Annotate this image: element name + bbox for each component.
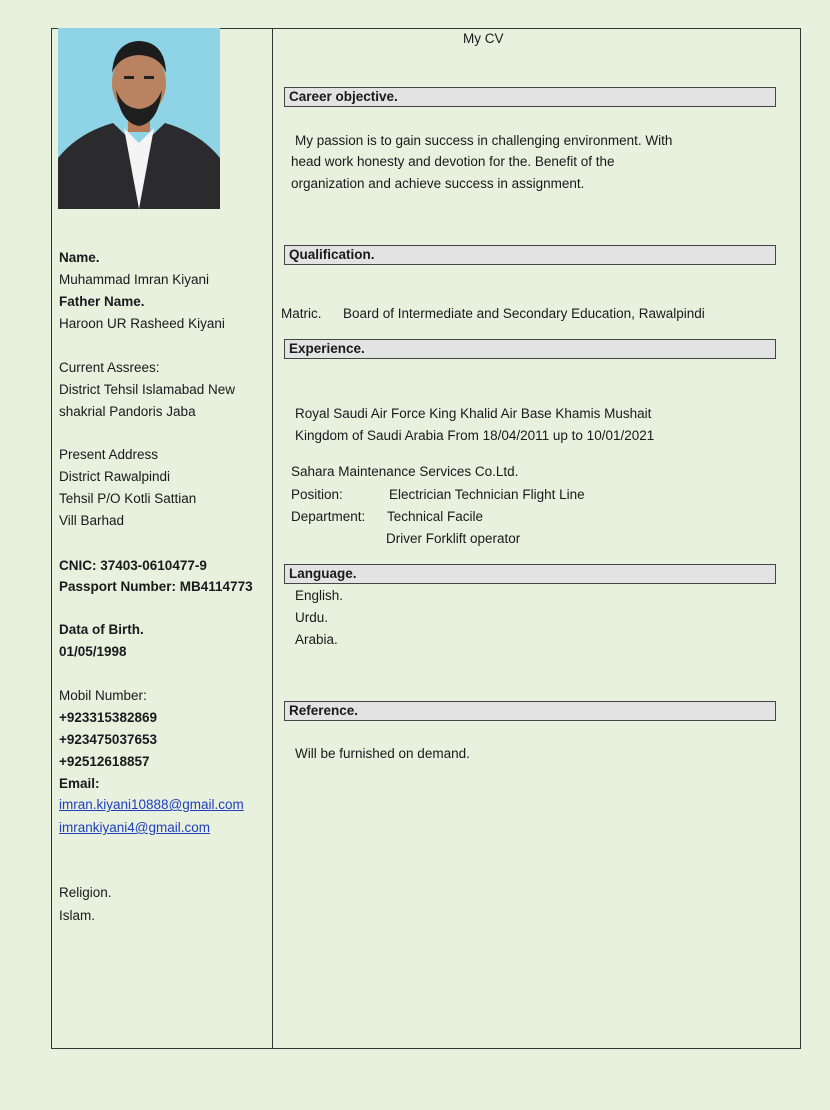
experience-header: Experience. bbox=[284, 339, 776, 359]
passport: Passport Number: MB4114773 bbox=[59, 579, 253, 594]
father-label: Father Name. bbox=[59, 294, 145, 309]
email-link[interactable]: imrankiyani4@gmail.com bbox=[59, 820, 210, 835]
phone-number: +923315382869 bbox=[59, 710, 157, 725]
present-address-label: Present Address bbox=[59, 447, 159, 462]
position-label: Position: bbox=[291, 487, 343, 502]
current-address-line: District Tehsil Islamabad New bbox=[59, 382, 236, 397]
career-objective-header: Career objective. bbox=[284, 87, 776, 107]
career-text-line: organization and achieve success in assignment. bbox=[291, 176, 585, 191]
email-label: Email: bbox=[59, 776, 100, 791]
language-item: English. bbox=[295, 588, 344, 603]
position-value: Electrician Technician Flight Line bbox=[389, 487, 585, 502]
language-header: Language. bbox=[284, 564, 776, 584]
column-divider bbox=[272, 28, 273, 1049]
qualification-board: Board of Intermediate and Secondary Education, Rawalpindi bbox=[343, 306, 705, 321]
qualification-header: Qualification. bbox=[284, 245, 776, 265]
present-address-line: Tehsil P/O Kotli Sattian bbox=[59, 491, 197, 506]
career-text-line: head work honesty and devotion for the. Benefit of the bbox=[291, 154, 615, 169]
present-address-line: Vill Barhad bbox=[59, 513, 125, 528]
career-text-line: My passion is to gain success in challenging environment. With bbox=[295, 133, 673, 148]
email-link[interactable]: imran.kiyani10888@gmail.com bbox=[59, 797, 244, 812]
role-extra: Driver Forklift operator bbox=[386, 531, 521, 546]
experience-line: Kingdom of Saudi Arabia From 18/04/2011 up to 10/01/2021 bbox=[295, 428, 655, 443]
person-photo-icon bbox=[58, 28, 220, 209]
phone-number: +92512618857 bbox=[59, 754, 150, 769]
language-item: Arabia. bbox=[295, 632, 338, 647]
company-name: Sahara Maintenance Services Co.Ltd. bbox=[291, 464, 519, 479]
current-address-line: shakrial Pandoris Jaba bbox=[59, 404, 196, 419]
reference-header: Reference. bbox=[284, 701, 776, 721]
department-value: Technical Facile bbox=[387, 509, 484, 524]
current-address-label: Current Assrees: bbox=[59, 360, 160, 375]
reference-text: Will be furnished on demand. bbox=[295, 746, 470, 761]
religion-value: Islam. bbox=[59, 908, 96, 923]
dob-label: Data of Birth. bbox=[59, 622, 144, 637]
dob-value: 01/05/1998 bbox=[59, 644, 127, 659]
father-value: Haroon UR Rasheed Kiyani bbox=[59, 316, 225, 331]
department-label: Department: bbox=[291, 509, 366, 524]
experience-line: Royal Saudi Air Force King Khalid Air Base Khamis Mushait bbox=[295, 406, 652, 421]
language-item: Urdu. bbox=[295, 610, 329, 625]
present-address-line: District Rawalpindi bbox=[59, 469, 171, 484]
religion-label: Religion. bbox=[59, 885, 112, 900]
phone-number: +923475037653 bbox=[59, 732, 157, 747]
page-title: My CV bbox=[463, 31, 504, 46]
name-value: Muhammad Imran Kiyani bbox=[59, 272, 210, 287]
qualification-level: Matric. bbox=[281, 306, 322, 321]
mobile-label: Mobil Number: bbox=[59, 688, 147, 703]
cnic: CNIC: 37403-0610477-9 bbox=[59, 558, 207, 573]
name-label: Name. bbox=[59, 250, 100, 265]
